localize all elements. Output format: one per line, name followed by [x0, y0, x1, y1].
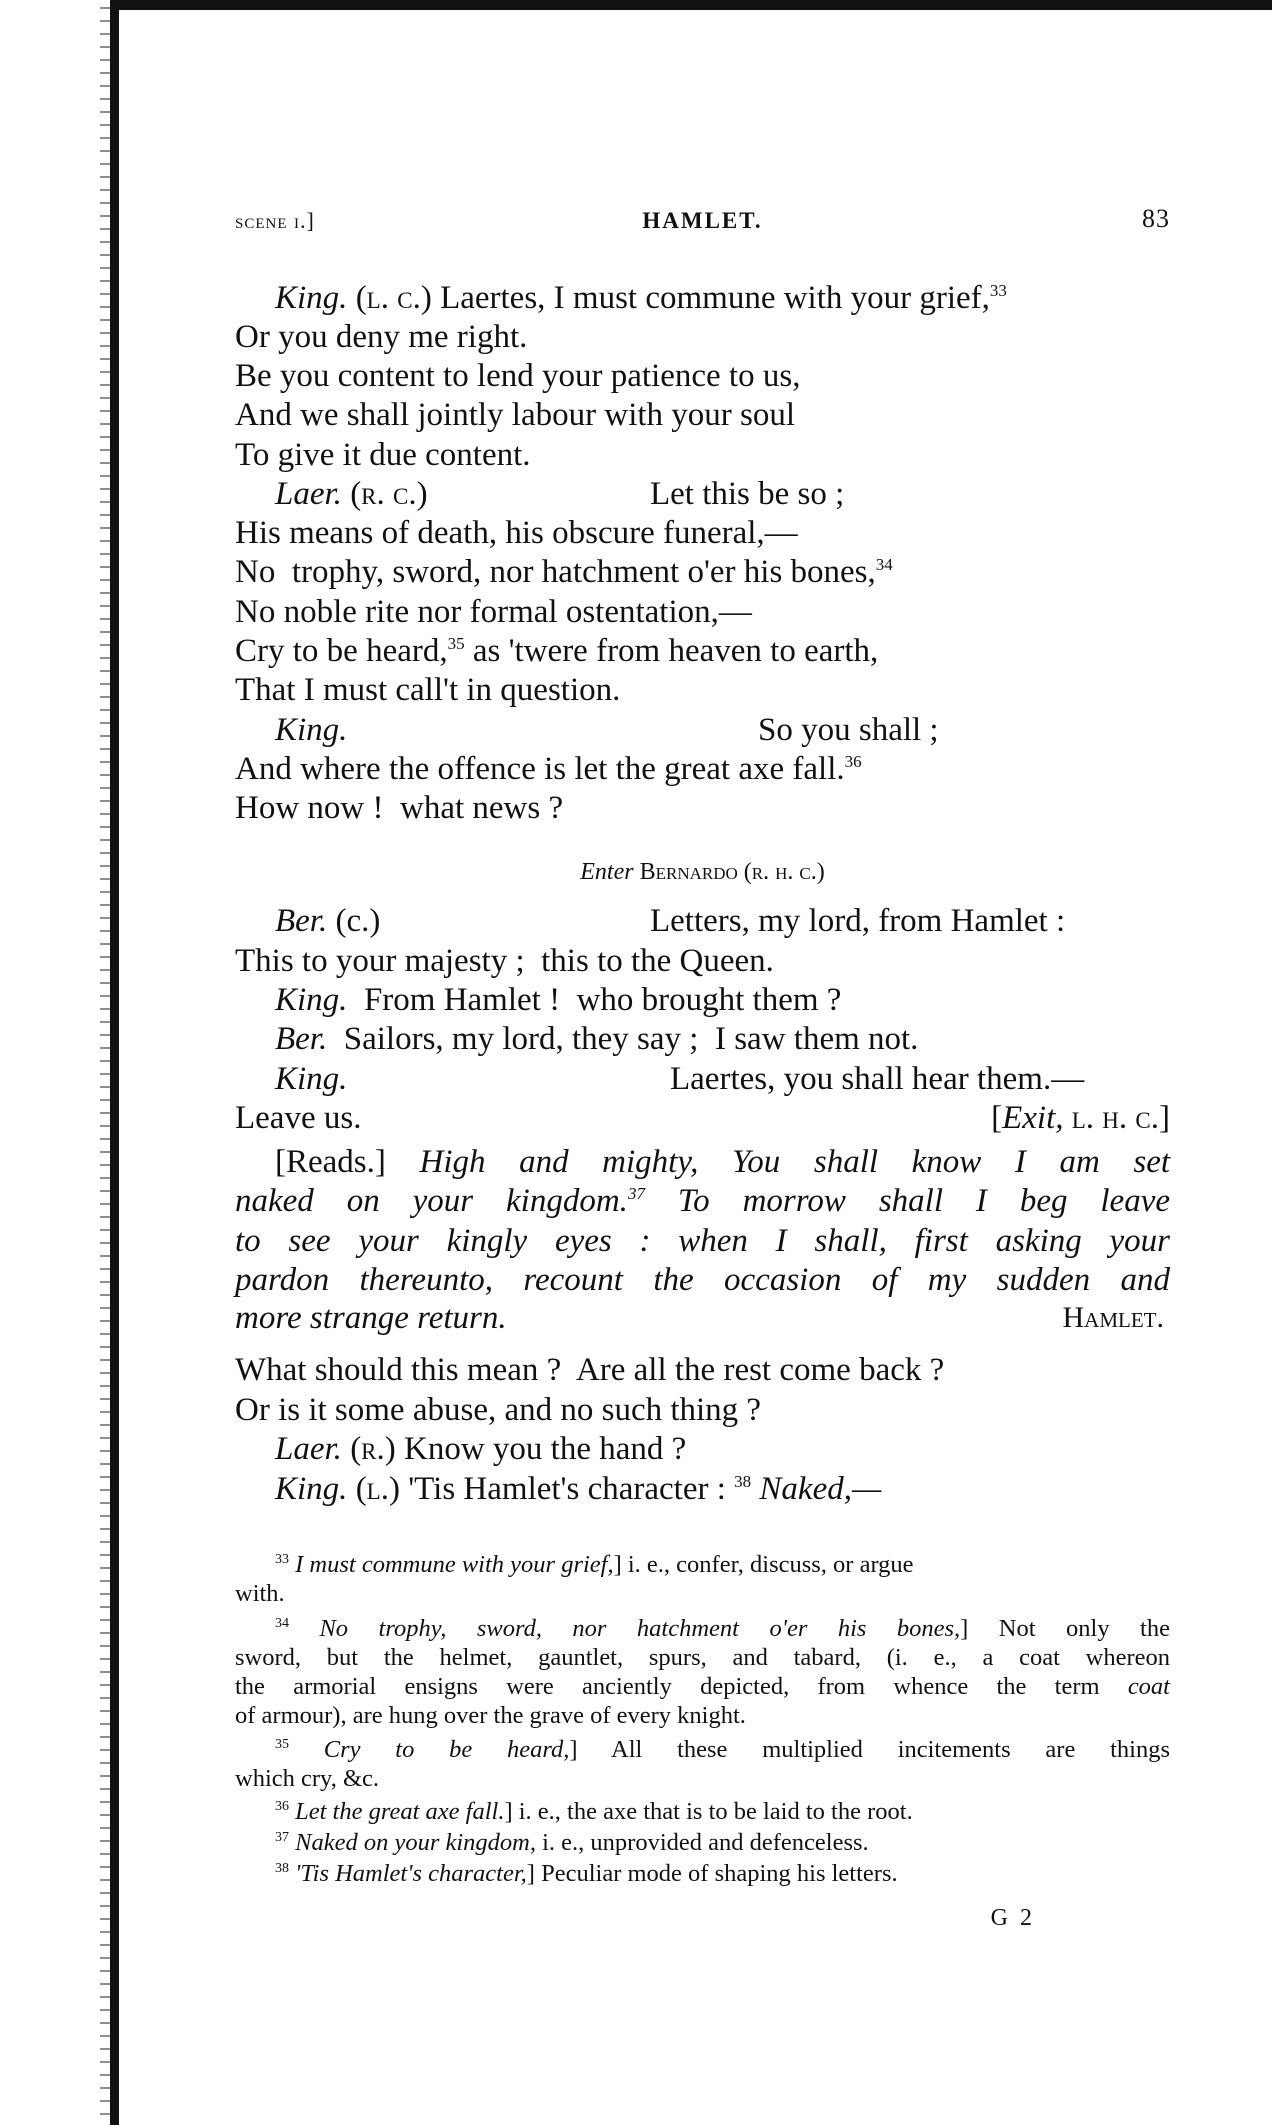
- verse-line: Ber. Sailors, my lord, they say ; I saw them not.: [275, 1021, 919, 1057]
- verse-line: Be you content to lend your patience to us,: [235, 358, 801, 394]
- letter-line: naked on your kingdom.$^{37}$ To morrow shall I beg leave: [235, 1183, 1170, 1219]
- verse-line: Cry to be heard,$^{35}$ as 'twere from heaven to earth,: [235, 633, 879, 669]
- footnote-33: $^{33}$ I must commune with your grief,] i. e., confer, discuss, or argue: [275, 1551, 914, 1578]
- page-number: 83: [1142, 204, 1170, 233]
- verse-line: King. (l. c.) Laertes, I must commune with your grief,$^{33}$: [275, 280, 1007, 316]
- letter-line: [Reads.] High and mighty, You shall know I am set: [275, 1144, 1171, 1180]
- verse-line-continuation: Let this be so ;: [650, 476, 845, 512]
- verse-line: How now ! what news ?: [235, 790, 564, 826]
- verse-line: No trophy, sword, nor hatchment o'er his bones,$^{34}$: [235, 554, 893, 590]
- verse-line: That I must call't in question.: [235, 672, 621, 708]
- verse-line: His means of death, his obscure funeral,—: [235, 515, 798, 551]
- stage-direction: Enter Bernardo (r. h. c.): [580, 859, 825, 885]
- footnote-37: $^{37}$ Naked on your kingdom, i. e., unprovided and defenceless.: [275, 1829, 869, 1856]
- footnote-35-continuation: which cry, &c.: [235, 1765, 379, 1792]
- verse-line: Leave us.: [235, 1100, 362, 1136]
- verse-line: King.: [275, 1061, 348, 1097]
- footnote-34: $^{34}$ No trophy, sword, nor hatchment o'er his bones,] Not only the: [275, 1615, 1170, 1642]
- verse-line-continuation: So you shall ;: [758, 712, 939, 748]
- letter-line: pardon thereunto, recount the occasion of my sudden and: [235, 1262, 1170, 1298]
- verse-line: King.: [275, 712, 348, 748]
- verse-line-continuation: Letters, my lord, from Hamlet :: [650, 903, 1066, 939]
- verse-line: What should this mean ? Are all the rest come back ?: [235, 1352, 945, 1388]
- letter-line: to see your kingly eyes : when I shall, first asking your: [235, 1223, 1170, 1259]
- spine-rule: [110, 0, 119, 2125]
- stage-direction-exit: [Exit, l. h. c.]: [991, 1100, 1170, 1136]
- footnote-34-continuation: the armorial ensigns were anciently depicted, from whence the term coat: [235, 1673, 1170, 1700]
- top-border-rule: [110, 0, 1272, 10]
- verse-line: King. From Hamlet ! who brought them ?: [275, 982, 842, 1018]
- footnote-35: $^{35}$ Cry to be heard,] All these multiplied incitements are things: [275, 1736, 1170, 1763]
- footnote-36: $^{36}$ Let the great axe fall.] i. e., the axe that is to be laid to the root.: [275, 1798, 913, 1825]
- footnote-38: $^{38}$ 'Tis Hamlet's character,] Peculiar mode of shaping his letters.: [275, 1860, 898, 1887]
- verse-line: King. (l.) 'Tis Hamlet's character : $^{38}$ Naked,—: [275, 1471, 882, 1507]
- verse-line: No noble rite nor formal ostentation,—: [235, 594, 752, 630]
- footnote-34-continuation: of armour), are hung over the grave of every knight.: [235, 1702, 746, 1729]
- verse-line: Laer. (r. c.): [275, 476, 428, 512]
- letter-signature: Hamlet.: [1062, 1301, 1164, 1334]
- verse-line-continuation: Laertes, you shall hear them.—: [670, 1061, 1085, 1097]
- verse-line: Or you deny me right.: [235, 319, 528, 355]
- verse-line: To give it due content.: [235, 437, 531, 473]
- letter-line: more strange return.: [235, 1300, 507, 1336]
- verse-line: Or is it some abuse, and no such thing ?: [235, 1392, 762, 1428]
- verse-line: Ber. (c.): [275, 903, 381, 939]
- footnote-33-continuation: with.: [235, 1580, 285, 1607]
- verse-line: And where the offence is let the great axe fall.$^{36}$: [235, 751, 862, 787]
- binding-edge: [0, 0, 110, 2125]
- verse-line: Laer. (r.) Know you the hand ?: [275, 1431, 687, 1467]
- running-head-scene: scene i.]: [235, 208, 315, 233]
- verse-line: This to your majesty ; this to the Queen.: [235, 943, 774, 979]
- footnote-34-continuation: sword, but the helmet, gauntlet, spurs, and tabard, (i. e., a coat whereon: [235, 1644, 1170, 1671]
- signature-mark: G 2: [990, 1905, 1035, 1931]
- running-head-title: HAMLET.: [642, 208, 763, 233]
- verse-line: And we shall jointly labour with your soul: [235, 397, 796, 433]
